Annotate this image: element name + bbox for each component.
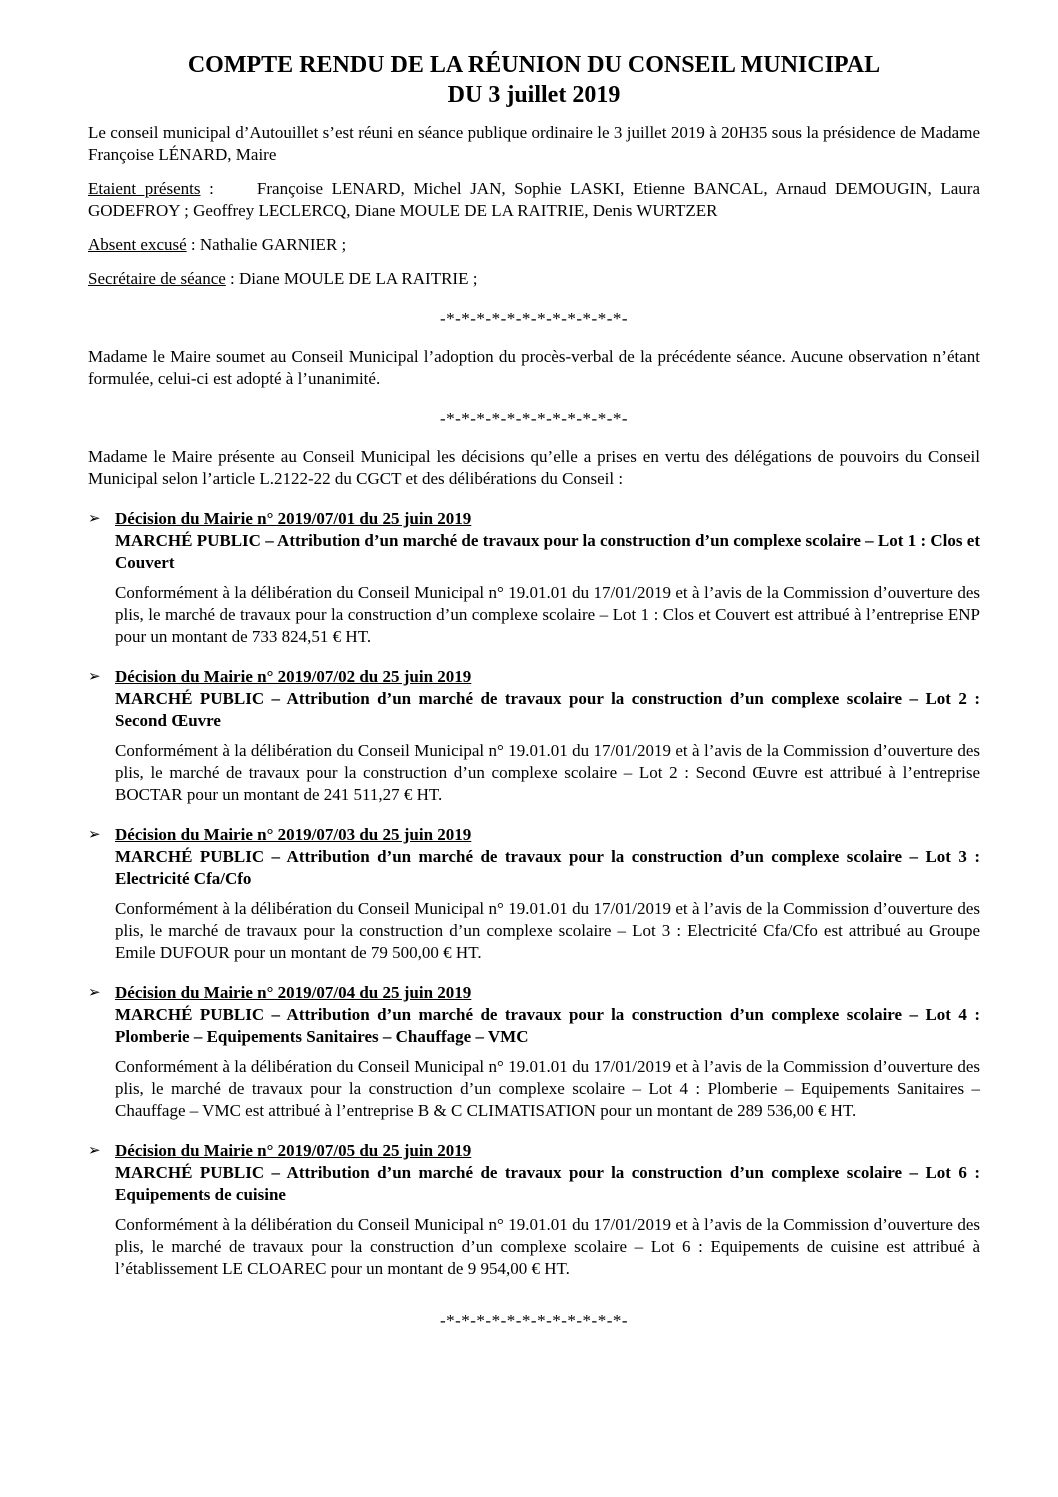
decision-body: Conformément à la délibération du Conseil Municipal n° 19.01.01 du 17/01/2019 et à l’avis de la Commission d’ouverture des plis, le marché de travaux pour la construction d’un complexe scolaire – Lot 4 : Plomberie – Equipements Sanitaires – Chauffage – VMC est attribué à l’entreprise B & C CLIMATISATION pour un montant de 289 536,00 € HT. (115, 1057, 980, 1120)
decision-item (88, 508, 980, 648)
present-paragraph (88, 178, 980, 222)
decision-heading: Décision du Mairie n° 2019/07/04 du 25 juin 2019 (115, 983, 472, 1002)
decision-item (88, 824, 980, 964)
decision-heading: Décision du Mairie n° 2019/07/01 du 25 juin 2019 (115, 509, 472, 528)
decision-item (88, 666, 980, 806)
decision-heading: Décision du Mairie n° 2019/07/03 du 25 juin 2019 (115, 825, 472, 844)
present-names: Françoise LENARD, Michel JAN, Sophie LASKI, Etienne BANCAL, Arnaud DEMOUGIN, Laura GODEFROY ; Geoffrey LECLERCQ, Diane MOULE DE LA RAITRIE, Denis WURTZER (88, 179, 980, 220)
arrow-bullet-icon: ➢ (88, 985, 101, 1001)
decision-body: Conformément à la délibération du Conseil Municipal n° 19.01.01 du 17/01/2019 et à l’avis de la Commission d’ouverture des plis, le marché de travaux pour la construction d’un complexe scolaire – Lot 6 : Equipements de cuisine est attribué à l’établissement LE CLOAREC pour un montant de 9 954,00 € HT. (115, 1215, 980, 1278)
absent-label: Absent excusé (88, 235, 187, 254)
present-separator: : (200, 179, 214, 198)
decision-subject: MARCHÉ PUBLIC – Attribution d’un marché de travaux pour la construction d’un complexe scolaire – Lot 6 : Equipements de cuisine (115, 1163, 980, 1204)
intro-paragraph: Le conseil municipal d’Autouillet s’est réuni en séance publique ordinaire le 3 juillet 2019 à 20H35 sous la présidence de Madame Françoise LÉNARD, Maire (88, 123, 980, 164)
section-separator: -*-*-*-*-*-*-*-*-*-*-*-*- (439, 309, 629, 328)
secretary-value: : Diane MOULE DE LA RAITRIE ; (225, 269, 478, 288)
decision-heading: Décision du Mairie n° 2019/07/05 du 25 juin 2019 (115, 1141, 472, 1160)
decision-body: Conformément à la délibération du Conseil Municipal n° 19.01.01 du 17/01/2019 et à l’avis de la Commission d’ouverture des plis, le marché de travaux pour la construction d’un complexe scolaire – Lot 1 : Clos et Couvert est attribué à l’entreprise ENP pour un montant de 733 824,51 € HT. (115, 583, 980, 646)
decision-item (88, 982, 980, 1122)
pv-paragraph: Madame le Maire soumet au Conseil Municipal l’adoption du procès-verbal de la précédente séance. Aucune observation n’étant formulée, celui-ci est adopté à l’unanimité. (88, 347, 980, 388)
section-separator: -*-*-*-*-*-*-*-*-*-*-*-*- (439, 1311, 629, 1330)
absent-paragraph (88, 234, 980, 256)
absent-value: : Nathalie GARNIER ; (186, 235, 347, 254)
document-page (88, 50, 980, 1348)
decision-body: Conformément à la délibération du Conseil Municipal n° 19.01.01 du 17/01/2019 et à l’avis de la Commission d’ouverture des plis, le marché de travaux pour la construction d’un complexe scolaire – Lot 2 : Second Œuvre est attribué à l’entreprise BOCTAR pour un montant de 241 511,27 € HT. (115, 741, 980, 804)
arrow-bullet-icon: ➢ (88, 511, 101, 527)
arrow-bullet-icon: ➢ (88, 1143, 101, 1159)
decision-heading: Décision du Mairie n° 2019/07/02 du 25 juin 2019 (115, 667, 472, 686)
present-label: Etaient présents (88, 179, 201, 198)
title-line-1: COMPTE RENDU DE LA RÉUNION DU CONSEIL MUNICIPAL (187, 52, 881, 78)
decision-body: Conformément à la délibération du Conseil Municipal n° 19.01.01 du 17/01/2019 et à l’avis de la Commission d’ouverture des plis, le marché de travaux pour la construction d’un complexe scolaire – Lot 3 : Electricité Cfa/Cfo est attribué au Groupe Emile DUFOUR pour un montant de 79 500,00 € HT. (115, 899, 980, 962)
title-line-2: DU 3 juillet 2019 (447, 82, 621, 108)
decision-item (88, 1140, 980, 1280)
decision-subject: MARCHÉ PUBLIC – Attribution d’un marché de travaux pour la construction d’un complexe scolaire – Lot 1 : Clos et Couvert (115, 531, 980, 572)
secretary-paragraph (88, 268, 980, 290)
secretary-label: Secrétaire de séance (88, 269, 226, 288)
arrow-bullet-icon: ➢ (88, 669, 101, 685)
section-separator: -*-*-*-*-*-*-*-*-*-*-*-*- (439, 409, 629, 428)
document-title (88, 50, 980, 110)
decision-subject: MARCHÉ PUBLIC – Attribution d’un marché de travaux pour la construction d’un complexe scolaire – Lot 4 : Plomberie – Equipements Sanitaires – Chauffage – VMC (115, 1005, 980, 1046)
decision-subject: MARCHÉ PUBLIC – Attribution d’un marché de travaux pour la construction d’un complexe scolaire – Lot 3 : Electricité Cfa/Cfo (115, 847, 980, 888)
arrow-bullet-icon: ➢ (88, 827, 101, 843)
decisions-intro: Madame le Maire présente au Conseil Municipal les décisions qu’elle a prises en vertu des délégations de pouvoirs du Conseil Municipal selon l’article L.2122-22 du CGCT et des délibérations du Conseil : (88, 447, 980, 488)
decision-subject: MARCHÉ PUBLIC – Attribution d’un marché de travaux pour la construction d’un complexe scolaire – Lot 2 : Second Œuvre (115, 689, 980, 730)
